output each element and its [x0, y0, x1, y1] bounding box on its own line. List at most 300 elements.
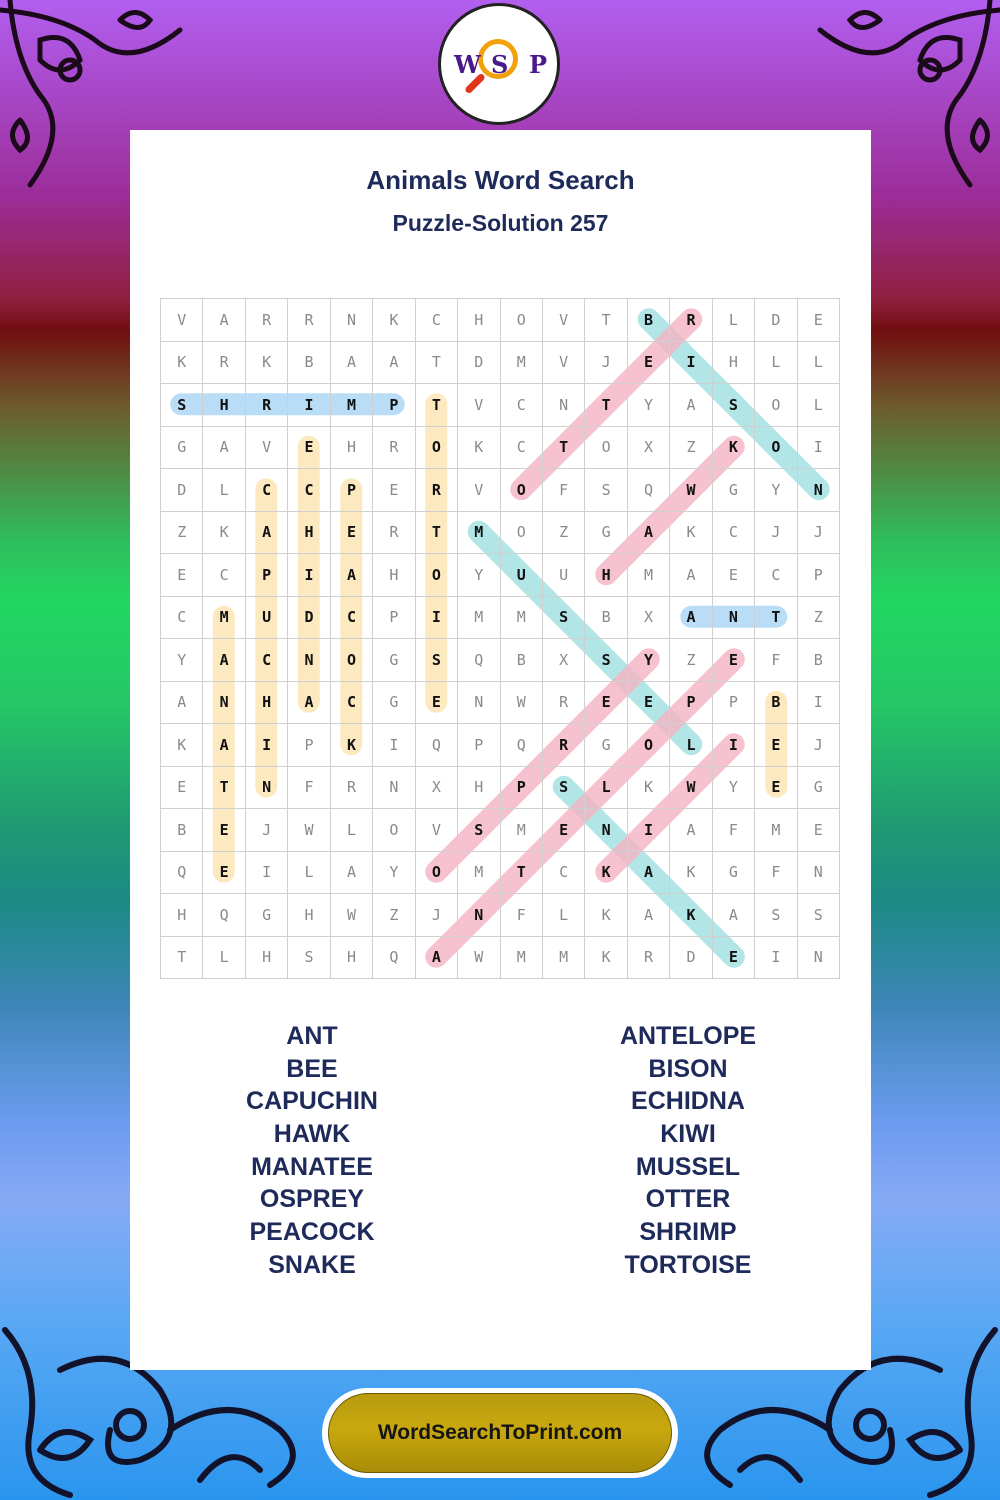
- grid-cell: C: [245, 639, 287, 682]
- grid-cell: Z: [670, 426, 712, 469]
- grid-cell: P: [373, 596, 415, 639]
- grid-cell: N: [458, 681, 500, 724]
- grid-cell: O: [627, 724, 669, 767]
- grid-cell: C: [161, 596, 203, 639]
- grid-cell: P: [373, 384, 415, 427]
- grid-cell: M: [755, 809, 797, 852]
- grid-cell: T: [500, 851, 542, 894]
- grid-cell: V: [245, 426, 287, 469]
- grid-cell: V: [161, 299, 203, 342]
- word-item: SHRIMP: [639, 1218, 737, 1247]
- grid-cell: I: [373, 724, 415, 767]
- grid-cell: A: [670, 384, 712, 427]
- grid-cell: Z: [542, 511, 584, 554]
- word-item: BEE: [286, 1054, 338, 1083]
- grid-cell: E: [627, 681, 669, 724]
- grid-cell: U: [245, 596, 287, 639]
- grid-cell: L: [670, 724, 712, 767]
- grid-row: [161, 681, 840, 724]
- grid-cell: I: [797, 681, 839, 724]
- word-search-grid: [160, 298, 840, 978]
- grid-cell: K: [712, 426, 754, 469]
- grid-cell: S: [712, 384, 754, 427]
- grid-cell: T: [203, 766, 245, 809]
- grid-cell: A: [203, 299, 245, 342]
- grid-cell: K: [373, 299, 415, 342]
- grid-row: [161, 554, 840, 597]
- grid-cell: C: [288, 469, 330, 512]
- grid-cell: Q: [161, 851, 203, 894]
- grid-row: [161, 894, 840, 937]
- grid-cell: R: [203, 341, 245, 384]
- grid-cell: Y: [161, 639, 203, 682]
- grid-cell: D: [458, 341, 500, 384]
- word-item: HAWK: [273, 1120, 351, 1149]
- grid-cell: P: [500, 766, 542, 809]
- grid-cell: Y: [627, 384, 669, 427]
- grid-cell: J: [797, 724, 839, 767]
- logo-letter-s: S: [491, 50, 509, 79]
- grid-cell: Y: [627, 639, 669, 682]
- grid-cell: A: [203, 426, 245, 469]
- grid-cell: M: [458, 596, 500, 639]
- grid-cell: Z: [670, 639, 712, 682]
- grid-cell: E: [203, 851, 245, 894]
- grid-cell: K: [330, 724, 372, 767]
- grid-cell: L: [797, 384, 839, 427]
- grid-cell: F: [542, 469, 584, 512]
- page-subtitle: Puzzle-Solution 257: [392, 210, 609, 236]
- word-item: SNAKE: [268, 1250, 356, 1279]
- page-title: Animals Word Search: [366, 165, 635, 195]
- grid-cell: N: [373, 766, 415, 809]
- letter-grid: [160, 298, 840, 979]
- grid-cell: K: [627, 766, 669, 809]
- grid-cell: H: [458, 766, 500, 809]
- grid-cell: T: [415, 384, 457, 427]
- grid-cell: C: [712, 511, 754, 554]
- grid-cell: G: [373, 681, 415, 724]
- logo-letter-w: W: [454, 50, 481, 79]
- grid-cell: E: [712, 936, 754, 979]
- grid-cell: R: [542, 724, 584, 767]
- grid-cell: R: [245, 384, 287, 427]
- grid-cell: X: [415, 766, 457, 809]
- grid-cell: F: [288, 766, 330, 809]
- grid-cell: B: [797, 639, 839, 682]
- grid-cell: N: [330, 299, 372, 342]
- grid-cell: G: [373, 639, 415, 682]
- grid-row: [161, 511, 840, 554]
- grid-cell: H: [330, 426, 372, 469]
- grid-cell: Y: [755, 469, 797, 512]
- grid-cell: Q: [458, 639, 500, 682]
- grid-cell: I: [627, 809, 669, 852]
- grid-cell: S: [797, 894, 839, 937]
- grid-cell: S: [288, 936, 330, 979]
- grid-cell: A: [627, 894, 669, 937]
- grid-cell: H: [458, 299, 500, 342]
- grid-cell: D: [161, 469, 203, 512]
- grid-cell: W: [330, 894, 372, 937]
- grid-cell: A: [712, 894, 754, 937]
- word-list-right: [538, 1020, 838, 1282]
- grid-cell: T: [415, 511, 457, 554]
- grid-cell: H: [203, 384, 245, 427]
- grid-cell: E: [585, 681, 627, 724]
- grid-cell: E: [161, 766, 203, 809]
- grid-cell: W: [500, 681, 542, 724]
- grid-cell: M: [203, 596, 245, 639]
- grid-cell: K: [585, 936, 627, 979]
- grid-cell: W: [670, 766, 712, 809]
- grid-cell: G: [585, 724, 627, 767]
- grid-cell: S: [585, 469, 627, 512]
- grid-cell: H: [288, 511, 330, 554]
- grid-cell: N: [458, 894, 500, 937]
- grid-row: [161, 809, 840, 852]
- grid-cell: M: [500, 809, 542, 852]
- grid-cell: R: [415, 469, 457, 512]
- grid-cell: S: [585, 639, 627, 682]
- grid-cell: Y: [373, 851, 415, 894]
- grid-cell: O: [415, 851, 457, 894]
- grid-cell: C: [542, 851, 584, 894]
- grid-cell: S: [458, 809, 500, 852]
- word-item: TORTOISE: [624, 1250, 752, 1279]
- grid-cell: O: [373, 809, 415, 852]
- grid-cell: I: [415, 596, 457, 639]
- grid-cell: A: [203, 724, 245, 767]
- grid-cell: E: [712, 554, 754, 597]
- word-item: PEACOCK: [249, 1218, 375, 1247]
- grid-cell: K: [585, 851, 627, 894]
- grid-row: [161, 384, 840, 427]
- grid-cell: P: [288, 724, 330, 767]
- word-list-left: [162, 1020, 462, 1282]
- grid-cell: N: [245, 766, 287, 809]
- grid-cell: L: [755, 341, 797, 384]
- grid-cell: Z: [373, 894, 415, 937]
- grid-row: [161, 936, 840, 979]
- grid-cell: L: [288, 851, 330, 894]
- grid-cell: T: [755, 596, 797, 639]
- footer-link[interactable]: WordSearchToPrint.com: [328, 1393, 672, 1473]
- grid-cell: H: [585, 554, 627, 597]
- grid-cell: Y: [458, 554, 500, 597]
- grid-cell: B: [627, 299, 669, 342]
- grid-cell: I: [245, 724, 287, 767]
- footer-badge[interactable]: [322, 1388, 678, 1478]
- grid-cell: J: [585, 341, 627, 384]
- grid-cell: K: [203, 511, 245, 554]
- grid-cell: K: [585, 894, 627, 937]
- grid-cell: E: [755, 766, 797, 809]
- grid-cell: E: [203, 809, 245, 852]
- grid-cell: N: [797, 936, 839, 979]
- word-item: MANATEE: [251, 1152, 373, 1181]
- grid-cell: R: [670, 299, 712, 342]
- grid-cell: E: [627, 341, 669, 384]
- grid-cell: O: [755, 426, 797, 469]
- grid-cell: H: [712, 341, 754, 384]
- grid-cell: Q: [203, 894, 245, 937]
- word-item: ANTELOPE: [619, 1022, 757, 1050]
- grid-cell: I: [670, 341, 712, 384]
- grid-cell: T: [585, 384, 627, 427]
- grid-cell: J: [797, 511, 839, 554]
- grid-cell: E: [797, 299, 839, 342]
- grid-cell: Q: [373, 936, 415, 979]
- grid-cell: W: [288, 809, 330, 852]
- grid-cell: G: [712, 851, 754, 894]
- grid-cell: B: [500, 639, 542, 682]
- grid-cell: C: [330, 596, 372, 639]
- grid-cell: N: [542, 384, 584, 427]
- grid-cell: N: [797, 469, 839, 512]
- grid-cell: O: [415, 426, 457, 469]
- grid-cell: S: [542, 596, 584, 639]
- logo-letter-p: P: [529, 50, 548, 79]
- grid-cell: G: [161, 426, 203, 469]
- grid-cell: A: [330, 851, 372, 894]
- grid-cell: O: [585, 426, 627, 469]
- word-item: ECHIDNA: [631, 1087, 745, 1116]
- grid-cell: B: [585, 596, 627, 639]
- grid-cell: H: [373, 554, 415, 597]
- grid-cell: Z: [797, 596, 839, 639]
- grid-cell: O: [755, 384, 797, 427]
- grid-cell: V: [458, 384, 500, 427]
- grid-cell: V: [458, 469, 500, 512]
- grid-cell: L: [797, 341, 839, 384]
- word-item: OSPREY: [259, 1185, 365, 1214]
- grid-cell: S: [755, 894, 797, 937]
- grid-cell: P: [797, 554, 839, 597]
- grid-cell: R: [373, 511, 415, 554]
- grid-cell: K: [670, 851, 712, 894]
- grid-cell: K: [245, 341, 287, 384]
- grid-cell: M: [500, 596, 542, 639]
- grid-cell: H: [288, 894, 330, 937]
- grid-cell: V: [542, 341, 584, 384]
- grid-cell: M: [458, 511, 500, 554]
- grid-cell: V: [542, 299, 584, 342]
- grid-cell: E: [330, 511, 372, 554]
- grid-cell: K: [458, 426, 500, 469]
- grid-cell: R: [627, 936, 669, 979]
- grid-cell: Z: [161, 511, 203, 554]
- grid-cell: D: [755, 299, 797, 342]
- grid-cell: T: [585, 299, 627, 342]
- grid-cell: N: [712, 596, 754, 639]
- grid-cell: L: [712, 299, 754, 342]
- grid-row: [161, 469, 840, 512]
- grid-cell: H: [161, 894, 203, 937]
- grid-cell: A: [288, 681, 330, 724]
- grid-cell: I: [288, 384, 330, 427]
- grid-cell: K: [161, 341, 203, 384]
- grid-cell: I: [712, 724, 754, 767]
- grid-cell: I: [245, 851, 287, 894]
- grid-cell: R: [330, 766, 372, 809]
- grid-cell: E: [373, 469, 415, 512]
- grid-cell: O: [500, 299, 542, 342]
- word-item: MUSSEL: [635, 1152, 741, 1181]
- grid-cell: T: [415, 341, 457, 384]
- word-item: BISON: [648, 1054, 728, 1083]
- grid-cell: B: [755, 681, 797, 724]
- grid-cell: X: [627, 596, 669, 639]
- grid-row: [161, 639, 840, 682]
- grid-cell: C: [500, 426, 542, 469]
- grid-cell: U: [500, 554, 542, 597]
- word-item: KIWI: [660, 1120, 716, 1149]
- grid-cell: O: [500, 511, 542, 554]
- grid-row: [161, 724, 840, 767]
- grid-cell: R: [245, 299, 287, 342]
- grid-cell: A: [161, 681, 203, 724]
- word-item: OTTER: [645, 1185, 731, 1214]
- grid-cell: G: [245, 894, 287, 937]
- grid-cell: P: [330, 469, 372, 512]
- grid-cell: P: [670, 681, 712, 724]
- grid-cell: K: [161, 724, 203, 767]
- grid-cell: I: [288, 554, 330, 597]
- grid-cell: G: [797, 766, 839, 809]
- grid-cell: A: [627, 851, 669, 894]
- grid-cell: A: [330, 341, 372, 384]
- grid-cell: I: [797, 426, 839, 469]
- grid-cell: O: [415, 554, 457, 597]
- grid-row: [161, 766, 840, 809]
- word-item: CAPUCHIN: [246, 1087, 378, 1116]
- site-logo[interactable]: [438, 3, 560, 125]
- grid-cell: S: [415, 639, 457, 682]
- grid-cell: R: [542, 681, 584, 724]
- grid-cell: E: [288, 426, 330, 469]
- grid-cell: T: [542, 426, 584, 469]
- grid-cell: C: [415, 299, 457, 342]
- grid-row: [161, 426, 840, 469]
- grid-cell: D: [288, 596, 330, 639]
- grid-cell: R: [288, 299, 330, 342]
- grid-cell: M: [627, 554, 669, 597]
- grid-cell: G: [585, 511, 627, 554]
- grid-cell: L: [542, 894, 584, 937]
- grid-cell: A: [670, 554, 712, 597]
- grid-cell: P: [712, 681, 754, 724]
- grid-cell: S: [542, 766, 584, 809]
- grid-cell: G: [712, 469, 754, 512]
- grid-cell: O: [330, 639, 372, 682]
- grid-cell: V: [415, 809, 457, 852]
- grid-cell: N: [797, 851, 839, 894]
- grid-cell: N: [585, 809, 627, 852]
- grid-cell: L: [203, 936, 245, 979]
- grid-cell: C: [203, 554, 245, 597]
- grid-cell: J: [415, 894, 457, 937]
- grid-cell: U: [542, 554, 584, 597]
- grid-cell: C: [500, 384, 542, 427]
- grid-cell: H: [245, 936, 287, 979]
- grid-cell: A: [670, 596, 712, 639]
- grid-cell: X: [542, 639, 584, 682]
- grid-row: [161, 851, 840, 894]
- grid-cell: Q: [500, 724, 542, 767]
- grid-cell: M: [458, 851, 500, 894]
- grid-cell: N: [203, 681, 245, 724]
- grid-cell: P: [458, 724, 500, 767]
- grid-cell: A: [203, 639, 245, 682]
- word-item: ANT: [286, 1022, 338, 1050]
- grid-cell: W: [670, 469, 712, 512]
- grid-cell: E: [415, 681, 457, 724]
- grid-cell: A: [627, 511, 669, 554]
- grid-cell: L: [330, 809, 372, 852]
- grid-cell: F: [755, 851, 797, 894]
- grid-cell: E: [797, 809, 839, 852]
- grid-cell: T: [161, 936, 203, 979]
- grid-cell: J: [245, 809, 287, 852]
- grid-cell: F: [755, 639, 797, 682]
- grid-cell: B: [161, 809, 203, 852]
- grid-cell: M: [500, 936, 542, 979]
- grid-cell: P: [245, 554, 287, 597]
- grid-cell: J: [755, 511, 797, 554]
- grid-cell: W: [458, 936, 500, 979]
- grid-cell: E: [161, 554, 203, 597]
- grid-cell: A: [373, 341, 415, 384]
- grid-cell: E: [542, 809, 584, 852]
- grid-cell: L: [585, 766, 627, 809]
- grid-row: [161, 341, 840, 384]
- grid-cell: K: [670, 894, 712, 937]
- grid-cell: M: [330, 384, 372, 427]
- grid-row: [161, 596, 840, 639]
- grid-row: [161, 299, 840, 342]
- grid-cell: N: [288, 639, 330, 682]
- grid-cell: L: [203, 469, 245, 512]
- grid-cell: K: [670, 511, 712, 554]
- grid-cell: S: [161, 384, 203, 427]
- grid-cell: A: [245, 511, 287, 554]
- grid-cell: Y: [712, 766, 754, 809]
- grid-cell: A: [670, 809, 712, 852]
- grid-cell: Q: [415, 724, 457, 767]
- grid-cell: F: [500, 894, 542, 937]
- grid-cell: I: [755, 936, 797, 979]
- grid-cell: M: [500, 341, 542, 384]
- puzzle-card: [130, 130, 871, 1370]
- grid-cell: C: [755, 554, 797, 597]
- grid-cell: B: [288, 341, 330, 384]
- grid-cell: O: [500, 469, 542, 512]
- grid-cell: H: [330, 936, 372, 979]
- grid-cell: A: [330, 554, 372, 597]
- grid-cell: F: [712, 809, 754, 852]
- grid-cell: X: [627, 426, 669, 469]
- grid-cell: C: [245, 469, 287, 512]
- grid-cell: D: [670, 936, 712, 979]
- grid-cell: H: [245, 681, 287, 724]
- grid-cell: R: [373, 426, 415, 469]
- grid-cell: E: [755, 724, 797, 767]
- grid-cell: C: [330, 681, 372, 724]
- grid-cell: E: [712, 639, 754, 682]
- grid-cell: A: [415, 936, 457, 979]
- grid-cell: Q: [627, 469, 669, 512]
